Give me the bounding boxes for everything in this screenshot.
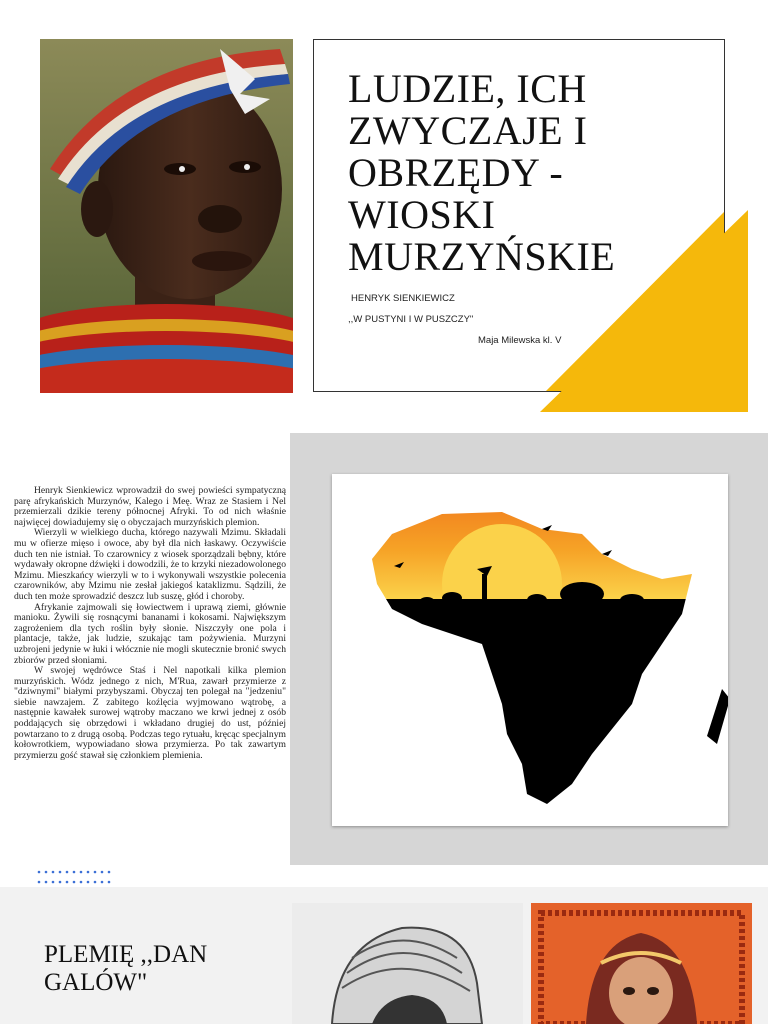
book-title: ,,W PUSTYNI I W PUSZCZY" (348, 314, 474, 325)
africa-map-card (332, 474, 728, 826)
turban-man-sketch (292, 903, 523, 1024)
decorative-dots-icon (36, 868, 116, 886)
student-name: Maja Milewska kl. V (478, 335, 562, 346)
paragraph-1: Henryk Sienkiewicz wprowadził do swej powieści sympatyczną parę afrykańskich Murzynów, Kalego i Meę. Wraz ze Stasiem i Nel przemierzali dzikie tereny północnej Afryki. To od nich właśnie najwięcej dowiadujemy się o obyczajach murzyńskich plemion. (14, 485, 286, 528)
paragraph-4: W swojej wędrówce Staś i Nel napotkali kilka plemion murzyńskich. Wódz jednego z nich, M'Rua, zawarł przymierze z "dziwnymi" białymi przybyszami. Obyczaj ten polegał na "jedzeniu" siebie nawzajem. Z zabitego koźlęcia wyjmowano wątrobę, a następnie kawałek surowej wątroby maczano we krwi jednej z osób poddających się obrzędowi i wkładano drugiej do ust, później powtarzano to z drugą osobą. Podczas tego rytuału, kręcąc specjalnym kołowrotkiem, wypowiadano słowa przymierza. Po tak zawartym przymierzu gość stawał się członkiem plemienia. (14, 665, 286, 761)
hijab-portrait-illustration (531, 903, 752, 1024)
author-name: HENRYK SIENKIEWICZ (351, 293, 455, 304)
paragraph-2: Wierzyli w wielkiego ducha, którego nazywali Mzimu. Składali mu w ofierze mięso i owoce, aby był dla nich łaskawy. Oczywiście duch ten nie istniał. To czarownicy z wiosek sporządzali bębny, które wydawały okropne dźwięki i dowodzili, że to krzyki niezadowolonego Mzimu. Mieszkańcy wierzyli w to i wykonywali wszystkie polecenia czarowników, aby Mzimu nie zesłał jakiegoś kataklizmu. Sądzili, że duch ten może sprowadzić deszcz lub suszę, głód i choroby. (14, 527, 287, 602)
girl-portrait-illustration (40, 39, 293, 393)
hijab-girl-cartoon (531, 903, 752, 1024)
story-text (14, 486, 286, 761)
yellow-accent-triangle-overflow (540, 210, 750, 412)
paragraph-3: Afrykanie zajmowali się łowiectwem i uprawą ziemi, głównie manioku. Żywili się rosnącymi bananami i kokosami. Największym zagrożeniem dla tych roślin były słonie. Niszczyły one pola i plantacje, także, jak ludzie, szukając tam pożywienia. Murzyni uzbrojeni jedynie w łuki i włócznie nie mogli skutecznie bronić swych zbiorów przed słoniami. (14, 601, 286, 666)
portrait-photo-african-girl (40, 39, 293, 393)
africa-map-icon (332, 474, 728, 826)
main-title: LUDZIE, ICH ZWYCZAJE I OBRZĘDY - WIOSKI MURZYŃSKIE (348, 66, 616, 279)
turban-portrait-illustration (292, 903, 523, 1024)
section-title: PLEMIĘ ,,DAN GALÓW" (44, 941, 208, 996)
